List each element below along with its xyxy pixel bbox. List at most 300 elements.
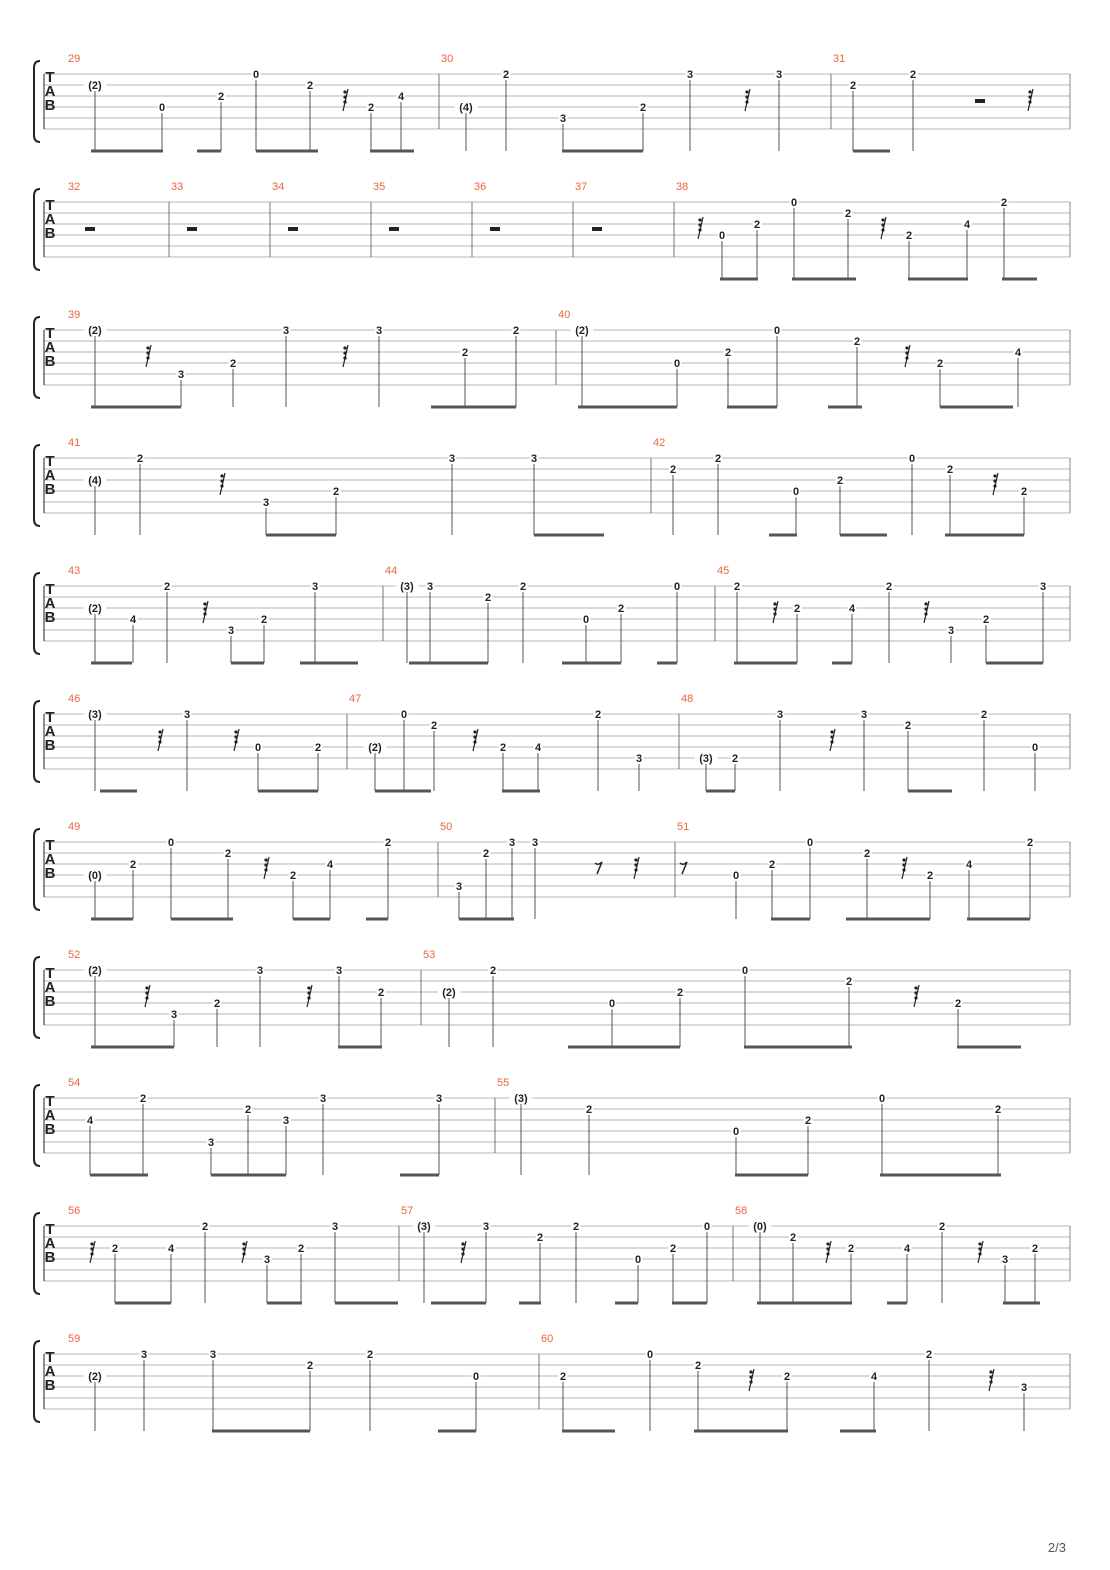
fret-number: 3 bbox=[455, 881, 463, 893]
tab-system bbox=[34, 309, 1070, 407]
tab-clef-letter: T bbox=[45, 69, 55, 86]
measure-number: 51 bbox=[677, 821, 690, 833]
fret-number: 2 bbox=[982, 614, 990, 626]
tab-clef-letter: B bbox=[44, 353, 56, 370]
fret-number: 2 bbox=[585, 1104, 593, 1116]
fret-number: 2 bbox=[139, 1093, 147, 1105]
measure-number: 42 bbox=[653, 437, 666, 449]
measure-number: 36 bbox=[474, 181, 487, 193]
rest-dot bbox=[146, 346, 149, 349]
rest-dot bbox=[978, 1242, 981, 1245]
fret-number: 2 bbox=[499, 742, 507, 754]
measure bbox=[385, 565, 682, 663]
rest-dot bbox=[461, 1242, 464, 1245]
rest-whole bbox=[490, 227, 500, 231]
fret-number: 2 bbox=[733, 581, 741, 593]
measure-number: 52 bbox=[68, 949, 81, 961]
fret-number: 0 bbox=[472, 1371, 480, 1383]
fret-number: 2 bbox=[849, 80, 857, 92]
fret-number: 2 bbox=[367, 102, 375, 114]
fret-number: 0 bbox=[790, 197, 798, 209]
fret-number: 4 bbox=[848, 603, 856, 615]
fret-number: 2 bbox=[617, 603, 625, 615]
fret-number: (2) bbox=[442, 987, 456, 999]
rest-dot bbox=[749, 1375, 752, 1378]
rest-dot bbox=[203, 607, 206, 610]
fret-number: 2 bbox=[804, 1115, 812, 1127]
measure bbox=[833, 53, 1033, 151]
tab-clef-letter: T bbox=[45, 197, 55, 214]
tab-system bbox=[34, 693, 1070, 791]
rest-dot bbox=[989, 1370, 992, 1373]
fret-number: (4) bbox=[459, 102, 473, 114]
fret-number: 2 bbox=[377, 987, 385, 999]
measure bbox=[653, 437, 1029, 535]
rest-dot bbox=[826, 1252, 829, 1255]
fret-number: 3 bbox=[426, 581, 434, 593]
rest-dot bbox=[220, 479, 223, 482]
measure bbox=[68, 565, 419, 663]
measure-number: 41 bbox=[68, 437, 81, 449]
rest-dot bbox=[1028, 90, 1031, 93]
rest-dot bbox=[881, 228, 884, 231]
measure bbox=[735, 1205, 1040, 1303]
system-bracket bbox=[34, 189, 40, 270]
fret-number: 2 bbox=[853, 336, 861, 348]
fret-number: 0 bbox=[741, 965, 749, 977]
fret-number: 3 bbox=[331, 1221, 339, 1233]
tab-clef-letter: T bbox=[45, 581, 55, 598]
fret-number: 3 bbox=[183, 709, 191, 721]
measure bbox=[68, 53, 478, 151]
rest-dot bbox=[745, 95, 748, 98]
fret-number: 3 bbox=[227, 625, 235, 637]
rest-dot bbox=[924, 607, 927, 610]
measure-number: 35 bbox=[373, 181, 386, 193]
measure bbox=[558, 309, 1023, 407]
fret-number: 3 bbox=[635, 753, 643, 765]
rest-dot bbox=[158, 735, 161, 738]
fret-number: 2 bbox=[994, 1104, 1002, 1116]
rest-dot bbox=[993, 479, 996, 482]
fret-number: 0 bbox=[646, 1349, 654, 1361]
rest-dot bbox=[473, 730, 476, 733]
fret-number: 3 bbox=[860, 709, 868, 721]
fret-number: 3 bbox=[262, 497, 270, 509]
fret-number: 2 bbox=[768, 859, 776, 871]
rest-dot bbox=[473, 740, 476, 743]
fret-number: 3 bbox=[282, 325, 290, 337]
fret-number: 3 bbox=[531, 837, 539, 849]
fret-number: 3 bbox=[170, 1009, 178, 1021]
fret-number: 2 bbox=[844, 208, 852, 220]
rest-dot bbox=[264, 868, 267, 871]
tab-clef-letter: T bbox=[45, 325, 55, 342]
fret-number: (2) bbox=[88, 965, 102, 977]
rest-eighth bbox=[595, 862, 602, 874]
tab-system bbox=[34, 181, 1070, 279]
fret-number: 0 bbox=[908, 453, 916, 465]
fret-number: 2 bbox=[905, 230, 913, 242]
rest-dot bbox=[145, 996, 148, 999]
rest-dot bbox=[307, 996, 310, 999]
fret-number: 2 bbox=[714, 453, 722, 465]
fret-number: 2 bbox=[289, 870, 297, 882]
measure bbox=[68, 1333, 481, 1431]
fret-number: 3 bbox=[140, 1349, 148, 1361]
fret-number: 0 bbox=[158, 102, 166, 114]
fret-number: 4 bbox=[167, 1243, 175, 1255]
fret-number: 2 bbox=[111, 1243, 119, 1255]
measure-number: 55 bbox=[497, 1077, 510, 1089]
fret-number: (2) bbox=[88, 325, 102, 337]
rest-dot bbox=[343, 100, 346, 103]
tab-clef-letter: B bbox=[44, 1121, 56, 1138]
tab-clef-letter: T bbox=[45, 453, 55, 470]
tab-clef-letter: B bbox=[44, 865, 56, 882]
tab-clef-letter: A bbox=[44, 723, 56, 740]
rest-dot bbox=[634, 868, 637, 871]
measure bbox=[676, 181, 1037, 279]
fret-number: 3 bbox=[775, 69, 783, 81]
tab-clef-letter: B bbox=[44, 609, 56, 626]
fret-number: 0 bbox=[703, 1221, 711, 1233]
rest-dot bbox=[220, 474, 223, 477]
fret-number: 2 bbox=[676, 987, 684, 999]
fret-number: 0 bbox=[634, 1254, 642, 1266]
rest-dot bbox=[461, 1247, 464, 1250]
system-bracket bbox=[34, 701, 40, 782]
tab-clef-letter: A bbox=[44, 979, 56, 996]
measure-number: 44 bbox=[385, 565, 398, 577]
fret-number: 3 bbox=[319, 1093, 327, 1105]
rest-dot bbox=[343, 90, 346, 93]
fret-number: 4 bbox=[534, 742, 542, 754]
fret-number: 3 bbox=[448, 453, 456, 465]
fret-number: 3 bbox=[282, 1115, 290, 1127]
system-bracket bbox=[34, 61, 40, 142]
rest-dot bbox=[905, 356, 908, 359]
fret-number: 2 bbox=[163, 581, 171, 593]
rest-eighth bbox=[680, 862, 687, 874]
fret-number: 0 bbox=[673, 358, 681, 370]
measure bbox=[440, 821, 639, 919]
tab-clef-letter: T bbox=[45, 709, 55, 726]
rest-dot bbox=[634, 858, 637, 861]
fret-number: 0 bbox=[252, 69, 260, 81]
tab-clef-letter: T bbox=[45, 837, 55, 854]
fret-number: 4 bbox=[86, 1115, 94, 1127]
rest-dot bbox=[220, 484, 223, 487]
fret-number: (2) bbox=[368, 742, 382, 754]
rest-dot bbox=[773, 602, 776, 605]
tab-system bbox=[34, 437, 1070, 535]
fret-number: 3 bbox=[335, 965, 343, 977]
fret-number: 3 bbox=[508, 837, 516, 849]
rest-dot bbox=[90, 1247, 93, 1250]
rest-dot bbox=[698, 228, 701, 231]
fret-number: 2 bbox=[244, 1104, 252, 1116]
fret-number: 2 bbox=[217, 91, 225, 103]
fret-number: 2 bbox=[926, 870, 934, 882]
measure bbox=[68, 437, 604, 535]
fret-number: 2 bbox=[904, 720, 912, 732]
fret-number: 4 bbox=[1014, 347, 1022, 359]
fret-number: 3 bbox=[256, 965, 264, 977]
fret-number: 3 bbox=[263, 1254, 271, 1266]
fret-number: 2 bbox=[384, 837, 392, 849]
rest-dot bbox=[745, 90, 748, 93]
rest-dot bbox=[989, 1380, 992, 1383]
fret-number: 2 bbox=[694, 1360, 702, 1372]
rest-dot bbox=[914, 991, 917, 994]
fret-number: 0 bbox=[732, 870, 740, 882]
fret-number: 0 bbox=[400, 709, 408, 721]
rest-dot bbox=[90, 1242, 93, 1245]
rest-dot bbox=[307, 991, 310, 994]
fret-number: 3 bbox=[530, 453, 538, 465]
rest-dot bbox=[902, 863, 905, 866]
tab-clef-letter: A bbox=[44, 83, 56, 100]
measure-number: 50 bbox=[440, 821, 453, 833]
tab-clef-letter: A bbox=[44, 467, 56, 484]
measure-number: 56 bbox=[68, 1205, 81, 1217]
tab-system bbox=[34, 1205, 1070, 1303]
fret-number: 3 bbox=[311, 581, 319, 593]
rest-dot bbox=[924, 612, 927, 615]
measure-number: 60 bbox=[541, 1333, 554, 1345]
fret-number: 0 bbox=[608, 998, 616, 1010]
fret-number: 2 bbox=[1000, 197, 1008, 209]
rest-dot bbox=[146, 351, 149, 354]
tab-clef-letter: A bbox=[44, 1363, 56, 1380]
fret-number: 3 bbox=[1039, 581, 1047, 593]
measure bbox=[497, 1077, 1003, 1175]
rest-dot bbox=[749, 1370, 752, 1373]
fret-number: (3) bbox=[88, 709, 102, 721]
fret-number: 2 bbox=[213, 998, 221, 1010]
measure bbox=[68, 309, 521, 407]
fret-number: 0 bbox=[878, 1093, 886, 1105]
fret-number: 0 bbox=[1031, 742, 1039, 754]
fret-number: (3) bbox=[514, 1093, 528, 1105]
rest-whole bbox=[592, 227, 602, 231]
fret-number: 2 bbox=[572, 1221, 580, 1233]
fret-number: 2 bbox=[639, 102, 647, 114]
rest-dot bbox=[830, 740, 833, 743]
fret-number: 2 bbox=[519, 581, 527, 593]
fret-number: (2) bbox=[88, 603, 102, 615]
system-bracket bbox=[34, 1085, 40, 1166]
fret-number: 4 bbox=[870, 1371, 878, 1383]
rest-dot bbox=[264, 858, 267, 861]
rest-dot bbox=[881, 218, 884, 221]
rest-dot bbox=[773, 612, 776, 615]
fret-number: 3 bbox=[207, 1137, 215, 1149]
measure-number: 48 bbox=[681, 693, 694, 705]
rest-dot bbox=[989, 1375, 992, 1378]
tab-clef-letter: B bbox=[44, 737, 56, 754]
fret-number: (3) bbox=[400, 581, 414, 593]
rest-whole bbox=[389, 227, 399, 231]
fret-number: 2 bbox=[297, 1243, 305, 1255]
fret-number: 2 bbox=[789, 1232, 797, 1244]
rest-dot bbox=[90, 1252, 93, 1255]
tab-system bbox=[34, 1333, 1070, 1431]
rest-dot bbox=[234, 735, 237, 738]
fret-number: 2 bbox=[925, 1349, 933, 1361]
measure bbox=[677, 821, 1035, 919]
measure-number: 31 bbox=[833, 53, 846, 65]
rest-dot bbox=[343, 356, 346, 359]
system-bracket bbox=[34, 317, 40, 398]
measure-number: 57 bbox=[401, 1205, 414, 1217]
rest-dot bbox=[924, 602, 927, 605]
measure bbox=[68, 1205, 436, 1303]
tab-clef-letter: T bbox=[45, 1093, 55, 1110]
tab-clef-letter: A bbox=[44, 851, 56, 868]
fret-number: 2 bbox=[845, 976, 853, 988]
fret-number: 2 bbox=[836, 475, 844, 487]
fret-number: 2 bbox=[484, 592, 492, 604]
rest-dot bbox=[749, 1380, 752, 1383]
measure bbox=[68, 693, 323, 791]
rest-dot bbox=[234, 730, 237, 733]
tab-clef-letter: A bbox=[44, 339, 56, 356]
tab-system bbox=[34, 1077, 1070, 1175]
tab-clef-letter: T bbox=[45, 1221, 55, 1238]
tab-clef-letter: T bbox=[45, 1349, 55, 1366]
rest-dot bbox=[745, 100, 748, 103]
rest-dot bbox=[145, 991, 148, 994]
measure bbox=[68, 1077, 444, 1175]
fret-number: 2 bbox=[863, 848, 871, 860]
fret-number: 3 bbox=[1001, 1254, 1009, 1266]
fret-number: 2 bbox=[482, 848, 490, 860]
fret-number: 2 bbox=[430, 720, 438, 732]
tab-clef-letter: A bbox=[44, 1235, 56, 1252]
system-bracket bbox=[34, 829, 40, 910]
measure bbox=[441, 53, 784, 151]
fret-number: 2 bbox=[731, 753, 739, 765]
tab-clef-letter: B bbox=[44, 481, 56, 498]
measure-number: 53 bbox=[423, 949, 436, 961]
rest-dot bbox=[773, 607, 776, 610]
rest-dot bbox=[830, 735, 833, 738]
fret-number: 3 bbox=[947, 625, 955, 637]
fret-number: 4 bbox=[326, 859, 334, 871]
fret-number: 2 bbox=[136, 453, 144, 465]
rest-dot bbox=[830, 730, 833, 733]
fret-number: 0 bbox=[806, 837, 814, 849]
rest-dot bbox=[203, 602, 206, 605]
rest-dot bbox=[698, 223, 701, 226]
fret-number: 0 bbox=[718, 230, 726, 242]
fret-number: 2 bbox=[980, 709, 988, 721]
measure-number: 47 bbox=[349, 693, 362, 705]
fret-number: 3 bbox=[375, 325, 383, 337]
measure bbox=[401, 1205, 712, 1303]
measure-number: 54 bbox=[68, 1077, 81, 1089]
fret-number: 2 bbox=[936, 358, 944, 370]
measure-number: 38 bbox=[676, 181, 689, 193]
fret-number: 2 bbox=[594, 709, 602, 721]
fret-number: 3 bbox=[686, 69, 694, 81]
fret-number: 4 bbox=[397, 91, 405, 103]
rest-dot bbox=[158, 730, 161, 733]
fret-number: 2 bbox=[260, 614, 268, 626]
measure-number: 49 bbox=[68, 821, 81, 833]
tab-clef-letter: A bbox=[44, 595, 56, 612]
measure-number: 30 bbox=[441, 53, 454, 65]
system-bracket bbox=[34, 957, 40, 1038]
system-bracket bbox=[34, 1213, 40, 1294]
rest-dot bbox=[242, 1242, 245, 1245]
rest-whole bbox=[288, 227, 298, 231]
fret-number: 0 bbox=[582, 614, 590, 626]
rest-dot bbox=[826, 1242, 829, 1245]
fret-number: 2 bbox=[366, 1349, 374, 1361]
rest-dot bbox=[343, 95, 346, 98]
rest-dot bbox=[905, 351, 908, 354]
fret-number: (0) bbox=[753, 1221, 767, 1233]
rest-dot bbox=[146, 356, 149, 359]
rest-dot bbox=[242, 1247, 245, 1250]
fret-number: 2 bbox=[954, 998, 962, 1010]
fret-number: 2 bbox=[306, 1360, 314, 1372]
fret-number: 2 bbox=[314, 742, 322, 754]
measure-number: 29 bbox=[68, 53, 81, 65]
tab-clef-letter: A bbox=[44, 1107, 56, 1124]
tab-system bbox=[34, 949, 1070, 1047]
fret-number: 2 bbox=[129, 859, 137, 871]
rest-dot bbox=[1028, 95, 1031, 98]
fret-number: 2 bbox=[1026, 837, 1034, 849]
fret-number: 2 bbox=[793, 603, 801, 615]
tab-clef-letter: B bbox=[44, 1377, 56, 1394]
fret-number: 0 bbox=[732, 1126, 740, 1138]
fret-number: 2 bbox=[536, 1232, 544, 1244]
fret-number: 2 bbox=[512, 325, 520, 337]
rest-dot bbox=[1028, 100, 1031, 103]
rest-dot bbox=[698, 218, 701, 221]
rest-half bbox=[975, 99, 985, 103]
fret-number: 2 bbox=[229, 358, 237, 370]
tab-clef-letter: B bbox=[44, 97, 56, 114]
fret-number: 4 bbox=[965, 859, 973, 871]
rest-dot bbox=[307, 986, 310, 989]
fret-number: 3 bbox=[209, 1349, 217, 1361]
rest-dot bbox=[473, 735, 476, 738]
fret-number: 2 bbox=[489, 965, 497, 977]
fret-number: 2 bbox=[224, 848, 232, 860]
measure bbox=[349, 693, 603, 791]
fret-number: 3 bbox=[559, 113, 567, 125]
fret-number: 4 bbox=[129, 614, 137, 626]
fret-number: 3 bbox=[1020, 1382, 1028, 1394]
measure bbox=[423, 949, 1021, 1047]
measure bbox=[717, 565, 1048, 663]
measure-number: 45 bbox=[717, 565, 730, 577]
tab-clef-letter: B bbox=[44, 225, 56, 242]
measure bbox=[68, 821, 393, 919]
rest-dot bbox=[203, 612, 206, 615]
fret-number: 2 bbox=[753, 219, 761, 231]
rest-dot bbox=[905, 346, 908, 349]
tab-clef-letter: B bbox=[44, 1249, 56, 1266]
rest-dot bbox=[343, 351, 346, 354]
fret-number: 4 bbox=[903, 1243, 911, 1255]
